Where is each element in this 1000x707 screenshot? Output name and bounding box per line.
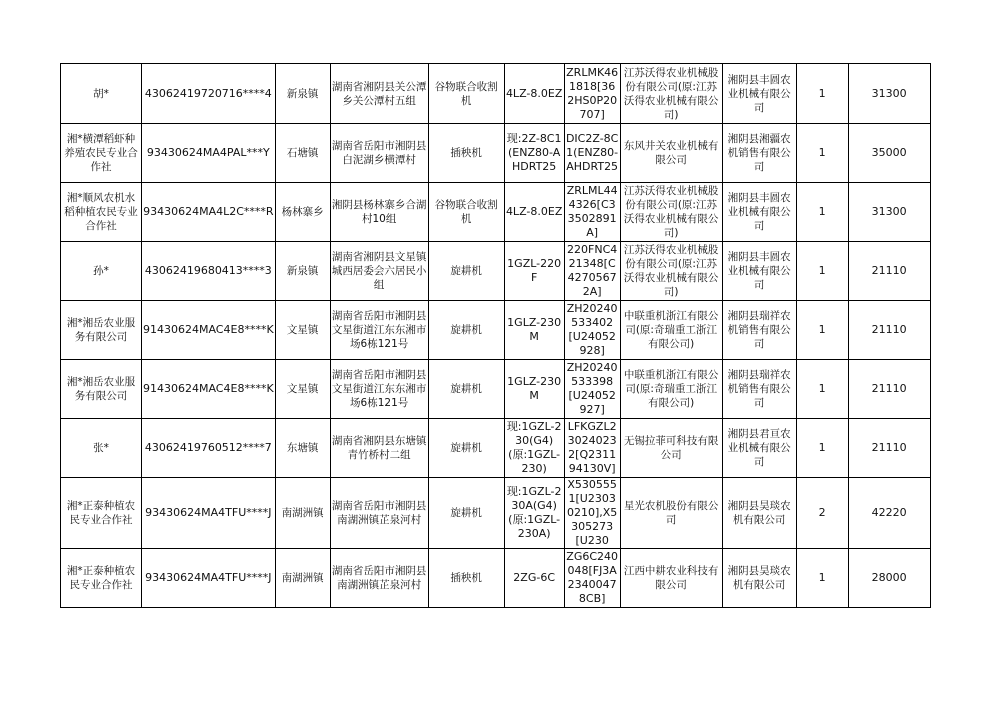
applicant-name-cell: 湘*正泰种植农民专业合作社 (61, 549, 142, 608)
dealer-cell: 湘阴县丰圆农业机械有限公司 (722, 242, 796, 301)
township-cell: 东塘镇 (275, 419, 330, 478)
machine-type-cell: 旋耕机 (428, 360, 504, 419)
subsidy-amount-cell: 42220 (848, 478, 930, 549)
model-cell: 1GZL-220F (504, 242, 564, 301)
subsidy-table (60, 63, 931, 608)
model-cell: 2ZG-6C (504, 549, 564, 608)
applicant-name-cell: 张* (61, 419, 142, 478)
subsidy-amount-cell: 31300 (848, 64, 930, 124)
manufacturer-cell: 中联重机浙江有限公司(原:奇瑞重工浙江有限公司) (620, 301, 722, 360)
applicant-name-cell: 湘*正泰种植农民专业合作社 (61, 478, 142, 549)
serial-number-cell: ZRLML444326[C33502891A] (564, 183, 620, 242)
quantity-cell: 1 (796, 124, 848, 183)
applicant-name-cell: 孙* (61, 242, 142, 301)
manufacturer-cell: 东风井关农业机械有限公司 (620, 124, 722, 183)
machine-type-cell: 旋耕机 (428, 419, 504, 478)
address-cell: 湖南省岳阳市湘阴县白泥湖乡横潭村 (330, 124, 428, 183)
subsidy-amount-cell: 21110 (848, 419, 930, 478)
township-cell: 文星镇 (275, 360, 330, 419)
dealer-cell: 湘阴县昊琰农机有限公司 (722, 549, 796, 608)
serial-number-cell: X5305551[U23030210],X5305273[U230 (564, 478, 620, 549)
subsidy-amount-cell: 21110 (848, 301, 930, 360)
address-cell: 湖南省湘阴县文星镇城西居委会六居民小组 (330, 242, 428, 301)
dealer-cell: 湘阴县瑞祥农机销售有限公司 (722, 360, 796, 419)
table-row (61, 478, 931, 549)
model-cell: 1GLZ-230M (504, 301, 564, 360)
quantity-cell: 1 (796, 301, 848, 360)
subsidy-amount-cell: 21110 (848, 360, 930, 419)
machine-type-cell: 旋耕机 (428, 301, 504, 360)
address-cell: 湖南省岳阳市湘阴县文星街道江东东湘市场6栋121号 (330, 301, 428, 360)
serial-number-cell: 220FNC421348[C42705672A] (564, 242, 620, 301)
dealer-cell: 湘阴县丰圆农业机械有限公司 (722, 183, 796, 242)
credit-code-cell: 43062419720716****4 (142, 64, 276, 124)
address-cell: 湖南省岳阳市湘阴县文星街道江东东湘市场6栋121号 (330, 360, 428, 419)
table-row (61, 419, 931, 478)
manufacturer-cell: 江苏沃得农业机械股份有限公司(原:江苏沃得农业机械有限公司) (620, 242, 722, 301)
township-cell: 杨林寨乡 (275, 183, 330, 242)
subsidy-amount-cell: 21110 (848, 242, 930, 301)
credit-code-cell: 91430624MAC4E8****K (142, 301, 276, 360)
machine-type-cell: 插秧机 (428, 124, 504, 183)
table-row (61, 242, 931, 301)
dealer-cell: 湘阴县丰圆农业机械有限公司 (722, 64, 796, 124)
model-cell: 4LZ-8.0EZ (504, 183, 564, 242)
subsidy-amount-cell: 28000 (848, 549, 930, 608)
address-cell: 湖南省岳阳市湘阴县南湖洲镇芷泉河村 (330, 478, 428, 549)
manufacturer-cell: 星光农机股份有限公司 (620, 478, 722, 549)
serial-number-cell: LFKGZL230240232[Q231194130V] (564, 419, 620, 478)
credit-code-cell: 93430624MA4L2C****R (142, 183, 276, 242)
subsidy-amount-cell: 35000 (848, 124, 930, 183)
credit-code-cell: 93430624MA4TFU****J (142, 478, 276, 549)
township-cell: 石塘镇 (275, 124, 330, 183)
address-cell: 湖南省湘阴县关公潭乡关公潭村五组 (330, 64, 428, 124)
serial-number-cell: DIC2Z-8C1(ENZ80-AHDRT25 (564, 124, 620, 183)
table-row (61, 549, 931, 608)
table-row (61, 64, 931, 124)
township-cell: 南湖洲镇 (275, 478, 330, 549)
table-row (61, 360, 931, 419)
model-cell: 4LZ-8.0EZ (504, 64, 564, 124)
address-cell: 湖南省岳阳市湘阴县南湖洲镇芷泉河村 (330, 549, 428, 608)
machine-type-cell: 谷物联合收割机 (428, 64, 504, 124)
quantity-cell: 2 (796, 478, 848, 549)
applicant-name-cell: 胡* (61, 64, 142, 124)
address-cell: 湖南省湘阴县东塘镇青竹桥村二组 (330, 419, 428, 478)
table-body (61, 64, 931, 608)
quantity-cell: 1 (796, 549, 848, 608)
serial-number-cell: ZG6C240048[FJ3A23400478CB] (564, 549, 620, 608)
credit-code-cell: 43062419680413****3 (142, 242, 276, 301)
quantity-cell: 1 (796, 64, 848, 124)
applicant-name-cell: 湘*湘岳农业服务有限公司 (61, 360, 142, 419)
dealer-cell: 湘阴县君亘农业机械有限公司 (722, 419, 796, 478)
model-cell: 现:1GZL-230(G4)(原:1GZL-230) (504, 419, 564, 478)
serial-number-cell: ZH20240533402[U24052928] (564, 301, 620, 360)
township-cell: 新泉镇 (275, 242, 330, 301)
manufacturer-cell: 无锡拉菲可科技有限公司 (620, 419, 722, 478)
table-row (61, 301, 931, 360)
township-cell: 南湖洲镇 (275, 549, 330, 608)
table-row (61, 124, 931, 183)
machine-type-cell: 插秧机 (428, 549, 504, 608)
machine-type-cell: 旋耕机 (428, 242, 504, 301)
dealer-cell: 湘阴县昊琰农机有限公司 (722, 478, 796, 549)
subsidy-amount-cell: 31300 (848, 183, 930, 242)
applicant-name-cell: 湘*顺风农机水稻种植农民专业合作社 (61, 183, 142, 242)
manufacturer-cell: 江苏沃得农业机械股份有限公司(原:江苏沃得农业机械有限公司) (620, 64, 722, 124)
applicant-name-cell: 湘*湘岳农业服务有限公司 (61, 301, 142, 360)
machine-type-cell: 谷物联合收割机 (428, 183, 504, 242)
quantity-cell: 1 (796, 419, 848, 478)
machine-type-cell: 旋耕机 (428, 478, 504, 549)
township-cell: 文星镇 (275, 301, 330, 360)
manufacturer-cell: 中联重机浙江有限公司(原:奇瑞重工浙江有限公司) (620, 360, 722, 419)
address-cell: 湘阴县杨林寨乡合湖村10组 (330, 183, 428, 242)
manufacturer-cell: 江西中耕农业科技有限公司 (620, 549, 722, 608)
dealer-cell: 湘阴县湘疆农机销售有限公司 (722, 124, 796, 183)
quantity-cell: 1 (796, 242, 848, 301)
model-cell: 现:1GZL-230A(G4)(原:1GZL-230A) (504, 478, 564, 549)
dealer-cell: 湘阴县瑞祥农机销售有限公司 (722, 301, 796, 360)
quantity-cell: 1 (796, 360, 848, 419)
applicant-name-cell: 湘*横潭稻虾种养殖农民专业合作社 (61, 124, 142, 183)
township-cell: 新泉镇 (275, 64, 330, 124)
serial-number-cell: ZRLMK461818[362HS0P20707] (564, 64, 620, 124)
model-cell: 1GLZ-230M (504, 360, 564, 419)
quantity-cell: 1 (796, 183, 848, 242)
manufacturer-cell: 江苏沃得农业机械股份有限公司(原:江苏沃得农业机械有限公司) (620, 183, 722, 242)
credit-code-cell: 43062419760512****7 (142, 419, 276, 478)
credit-code-cell: 91430624MAC4E8****K (142, 360, 276, 419)
credit-code-cell: 93430624MA4PAL***Y (142, 124, 276, 183)
serial-number-cell: ZH20240533398[U24052927] (564, 360, 620, 419)
credit-code-cell: 93430624MA4TFU****J (142, 549, 276, 608)
model-cell: 现:2Z-8C1(ENZ80-AHDRT25 (504, 124, 564, 183)
table-row (61, 183, 931, 242)
